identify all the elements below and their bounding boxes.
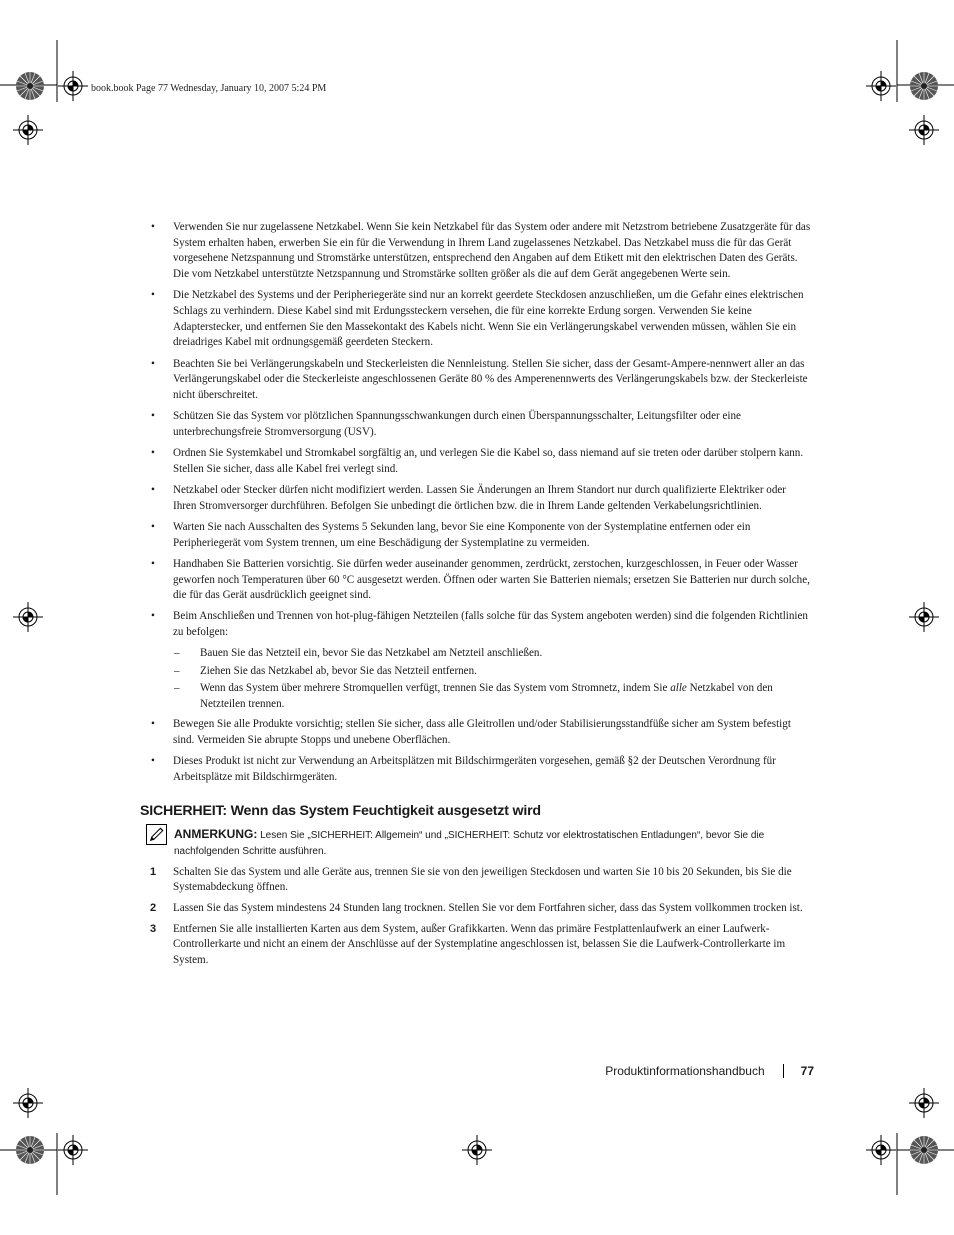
list-item-text: Beim Anschließen und Trennen von hot-plug-fähigen Netzteilen (falls solche für das System angeboten werden) sind die folgenden Richtlinien zu befolgen:: [173, 610, 808, 639]
list-item: • Handhaben Sie Batterien vorsichtig. Sie dürfen weder auseinander genommen, zerdrückt, zerstochen, kurzgeschlossen, in Feuer oder Wasser geworfen noch Temperaturen über 60 °C ausgesetzt werden. Öffnen oder warten Sie Batterien niemals; ersetzen Sie Batterien nur durch solche, die für das Gerät ausdrücklich geeignet sind.: [150, 557, 812, 604]
footer-divider: [783, 1064, 784, 1078]
list-item: • Verwenden Sie nur zugelassene Netzkabel. Wenn Sie kein Netzkabel für das System oder andere mit Netzstrom betriebene Zusatzgeräte für das System erhalten haben, erwerben Sie ein für die Verwendung in Ihrem Land zugelassenes Netzkabel. Das Netzkabel muss die für das Gerät vorgesehene Netzspannung und Stromstärke unterstützen, entsprechend den Angaben auf dem Etikett mit den elektrischen Daten des Geräts. Die vom Netzkabel unterstützte Netzspannung und Stromstärke sollten größer als die auf dem Gerät angegebenen Werte sein.: [150, 220, 812, 283]
list-item: • Dieses Produkt ist nicht zur Verwendung an Arbeitsplätzen mit Bildschirmgeräten vorgesehen, gemäß §2 der Deutschen Verordnung für Arbeitsplätze mit Bildschirmgeräten.: [150, 754, 812, 785]
print-slug: book.book Page 77 Wednesday, January 10, 2007 5:24 PM: [91, 83, 327, 94]
note-box: [150, 826, 812, 860]
step-text: Schalten Sie das System und alle Geräte aus, trennen Sie sie von den jeweiligen Steckdosen und warten Sie 10 bis 20 Sekunden, bis Sie die Systemabdeckung öffnen.: [173, 865, 792, 894]
note-text: [174, 826, 812, 860]
list-item: • Bewegen Sie alle Produkte vorsichtig; stellen Sie sicher, dass alle Gleitrollen und/oder Stabilisierungsstandfüße sicher am System befestigt sind. Vermeiden Sie abrupte Stopps und unebene Oberflächen.: [150, 717, 812, 748]
list-item: • Beachten Sie bei Verlängerungskabeln und Steckerleisten die Nennleistung. Stellen Sie sicher, dass der Gesamt-Ampere-nennwert aller an das Verlängerungskabel oder die Steckerleiste angeschlossenen Geräte 80 % des Amperenennwerts des Verlängerungskabels bzw. der Steckerleiste nicht überschreitet.: [150, 357, 812, 404]
note-body: Lesen Sie „SICHERHEIT: Allgemein“ und „SICHERHEIT: Schutz vor elektrostatischen Entladungen“, bevor Sie die nachfolgenden Schritte ausführen.: [174, 829, 765, 857]
footer-title: Produktinformationshandbuch: [605, 1064, 765, 1078]
sub-list-item: – Ziehen Sie das Netzkabel ab, bevor Sie das Netzteil entfernen.: [173, 664, 812, 680]
note-label: ANMERKUNG:: [174, 826, 258, 841]
sub-list-text: Wenn das System über mehrere Stromquellen verfügt, trennen Sie das System vom Stromnetz, indem Sie: [200, 682, 671, 695]
sub-list-text: Netzkabel von den Netzteilen trennen.: [200, 682, 773, 710]
step-item: [150, 865, 812, 896]
pencil-icon: [146, 824, 167, 845]
page-number: 77: [800, 1064, 814, 1078]
safety-bullet-list: [150, 220, 812, 786]
step-item: [150, 901, 812, 917]
sub-list-item: – Bauen Sie das Netzteil ein, bevor Sie das Netzkabel am Netzteil anschließen.: [173, 646, 812, 662]
list-item-hotplug: [150, 609, 812, 712]
list-item: • Schützen Sie das System vor plötzlichen Spannungsschwankungen durch einen Überspannungsschalter, Leitungsfilter oder eine unterbrechungsfreie Stromversorgung (USV).: [150, 409, 812, 440]
page-footer: [605, 1064, 814, 1078]
hotplug-sub-list: [173, 646, 812, 713]
step-item: [150, 922, 812, 969]
step-number: 2: [150, 901, 157, 914]
list-item: • Die Netzkabel des Systems und der Peripheriegeräte sind nur an korrekt geerdete Steckdosen anzuschließen, um die Gefahr eines elektrischen Schlags zu verhindern. Diese Kabel sind mit Erdungssteckern versehen, die für eine korrekte Erdung sorgen. Verwenden Sie keine Adapterstecker, und entfernen Sie den Massekontakt des Kabels nicht. Wenn Sie ein Verlängerungskabel verwenden müssen, wählen Sie ein dreiadriges Kabel mit ordnungsgemäß geerdeten Steckern.: [150, 288, 812, 351]
sub-list-item: [173, 681, 812, 712]
emphasis-text: alle: [670, 682, 687, 695]
step-number: 1: [150, 865, 157, 878]
list-item: • Ordnen Sie Systemkabel und Stromkabel sorgfältig an, und verlegen Sie die Kabel so, dass niemand auf sie treten oder darüber stolpern kann. Stellen Sie sicher, dass alle Kabel frei verlegt sind.: [150, 446, 812, 477]
steps-list: [150, 865, 812, 969]
step-number: 3: [150, 922, 157, 935]
step-text: Lassen Sie das System mindestens 24 Stunden lang trocknen. Stellen Sie vor dem Fortfahren sicher, dass das System vollkommen trocken ist.: [173, 901, 803, 914]
list-item: • Netzkabel oder Stecker dürfen nicht modifiziert werden. Lassen Sie Änderungen an Ihrem Standort nur durch qualifizierte Elektriker oder Ihren Stromversorger durchführen. Befolgen Sie unbedingt die örtlichen bzw. die in Ihrem Lande geltenden Verkabelungsrichtlinien.: [150, 483, 812, 514]
page-content: [140, 220, 812, 974]
section-heading: SICHERHEIT: Wenn das System Feuchtigkeit ausgesetzt wird: [140, 802, 541, 819]
list-item: • Warten Sie nach Ausschalten des Systems 5 Sekunden lang, bevor Sie eine Komponente von der Systemplatine entfernen oder ein Peripheriegerät vom System trennen, um eine Beschädigung der Systemplatine zu vermeiden.: [150, 520, 812, 551]
step-text: Entfernen Sie alle installierten Karten aus dem System, außer Grafikkarten. Wenn das primäre Festplattenlaufwerk an einer Laufwerk-Controllerkarte und nicht an einem der Anschlüsse auf der Systemplatine angeschlossen ist, belassen Sie die Laufwerk-Controllerkarte im System.: [173, 922, 786, 967]
